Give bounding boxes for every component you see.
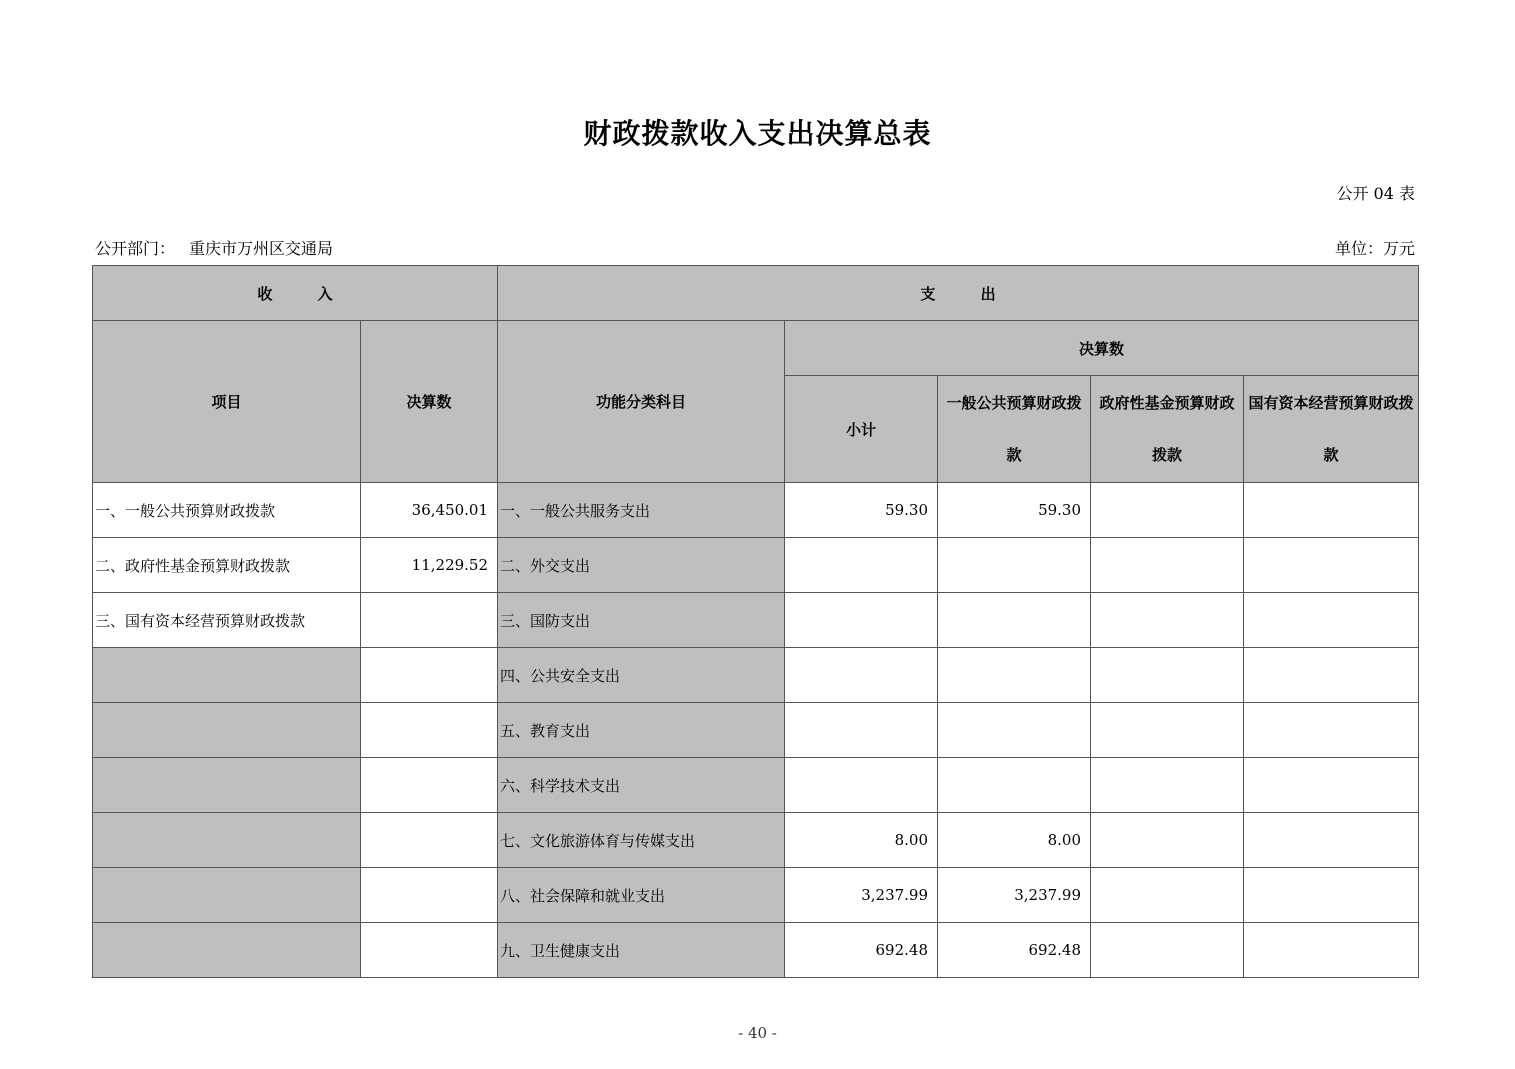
table-row xyxy=(93,923,1419,978)
income-amount-cell xyxy=(361,593,498,648)
table-row xyxy=(93,813,1419,868)
subtotal-cell xyxy=(785,758,938,813)
header-row-1 xyxy=(93,266,1419,321)
table-row xyxy=(93,758,1419,813)
income-amount-cell xyxy=(361,703,498,758)
state-capital-cell xyxy=(1244,758,1419,813)
income-item-cell xyxy=(93,923,361,978)
general-budget-cell xyxy=(938,593,1091,648)
income-item-cell: 三、国有资本经营预算财政拨款 xyxy=(93,593,361,648)
gov-fund-cell xyxy=(1091,868,1244,923)
subtotal-cell xyxy=(785,538,938,593)
general-budget-cell: 692.48 xyxy=(938,923,1091,978)
unit-label: 单位：万元 xyxy=(1334,239,1415,258)
subtotal-cell xyxy=(785,703,938,758)
table-row xyxy=(93,703,1419,758)
gov-fund-cell xyxy=(1091,483,1244,538)
subtotal-cell: 3,237.99 xyxy=(785,868,938,923)
state-capital-cell xyxy=(1244,868,1419,923)
income-amount-cell xyxy=(361,648,498,703)
income-item-cell xyxy=(93,868,361,923)
header-row-2 xyxy=(93,321,1419,376)
state-capital-cell xyxy=(1244,923,1419,978)
general-budget-cell: 3,237.99 xyxy=(938,868,1091,923)
table-row xyxy=(93,868,1419,923)
amount-header: 决算数 xyxy=(361,321,498,483)
table-row xyxy=(93,648,1419,703)
table-row xyxy=(93,593,1419,648)
general-budget-cell xyxy=(938,703,1091,758)
function-category-cell: 四、公共安全支出 xyxy=(498,648,785,703)
function-category-cell: 九、卫生健康支出 xyxy=(498,923,785,978)
function-category-cell: 五、教育支出 xyxy=(498,703,785,758)
income-amount-cell: 11,229.52 xyxy=(361,538,498,593)
income-item-cell xyxy=(93,648,361,703)
subtotal-cell xyxy=(785,648,938,703)
department-name: 重庆市万州区交通局 xyxy=(189,239,334,258)
subtotal-cell xyxy=(785,593,938,648)
income-item-cell: 一、一般公共预算财政拨款 xyxy=(93,483,361,538)
income-item-cell: 二、政府性基金预算财政拨款 xyxy=(93,538,361,593)
income-amount-cell xyxy=(361,813,498,868)
subtotal-cell: 59.30 xyxy=(785,483,938,538)
general-budget-cell xyxy=(938,538,1091,593)
gov-fund-header: 政府性基金预算财政拨款 xyxy=(1091,376,1244,483)
function-category-header: 功能分类科目 xyxy=(498,321,785,483)
state-capital-cell xyxy=(1244,593,1419,648)
general-budget-cell: 8.00 xyxy=(938,813,1091,868)
function-category-cell: 六、科学技术支出 xyxy=(498,758,785,813)
income-header: 收 入 xyxy=(93,266,498,321)
function-category-cell: 八、社会保障和就业支出 xyxy=(498,868,785,923)
page-number: - 40 - xyxy=(738,1024,777,1042)
department-line xyxy=(95,236,333,259)
gov-fund-cell xyxy=(1091,813,1244,868)
income-amount-cell xyxy=(361,868,498,923)
gov-fund-cell xyxy=(1091,758,1244,813)
general-budget-cell xyxy=(938,648,1091,703)
table-number: 公开 04 表 xyxy=(1336,184,1415,203)
finance-table xyxy=(92,265,1419,978)
state-capital-cell xyxy=(1244,648,1419,703)
gov-fund-cell xyxy=(1091,538,1244,593)
function-category-cell: 二、外交支出 xyxy=(498,538,785,593)
table-row xyxy=(93,483,1419,538)
state-capital-cell xyxy=(1244,703,1419,758)
income-item-cell xyxy=(93,758,361,813)
gov-fund-cell xyxy=(1091,923,1244,978)
gov-fund-cell xyxy=(1091,648,1244,703)
expense-header: 支 出 xyxy=(498,266,1419,321)
function-category-cell: 一、一般公共服务支出 xyxy=(498,483,785,538)
income-amount-cell xyxy=(361,758,498,813)
gov-fund-cell xyxy=(1091,593,1244,648)
income-item-cell xyxy=(93,813,361,868)
subtotal-cell: 8.00 xyxy=(785,813,938,868)
income-amount-cell xyxy=(361,923,498,978)
department-label: 公开部门： xyxy=(95,239,176,258)
page-title: 财政拨款收入支出决算总表 xyxy=(583,117,932,150)
state-capital-header: 国有资本经营预算财政拨款 xyxy=(1244,376,1419,483)
function-category-cell: 七、文化旅游体育与传媒支出 xyxy=(498,813,785,868)
gov-fund-cell xyxy=(1091,703,1244,758)
general-budget-cell xyxy=(938,758,1091,813)
general-budget-cell: 59.30 xyxy=(938,483,1091,538)
subtotal-header: 小计 xyxy=(785,376,938,483)
final-amount-header: 决算数 xyxy=(785,321,1419,376)
income-amount-cell: 36,450.01 xyxy=(361,483,498,538)
income-item-cell xyxy=(93,703,361,758)
state-capital-cell xyxy=(1244,538,1419,593)
table-row xyxy=(93,538,1419,593)
function-category-cell: 三、国防支出 xyxy=(498,593,785,648)
general-budget-header: 一般公共预算财政拨款 xyxy=(938,376,1091,483)
state-capital-cell xyxy=(1244,813,1419,868)
subtotal-cell: 692.48 xyxy=(785,923,938,978)
item-header: 项目 xyxy=(93,321,361,483)
state-capital-cell xyxy=(1244,483,1419,538)
